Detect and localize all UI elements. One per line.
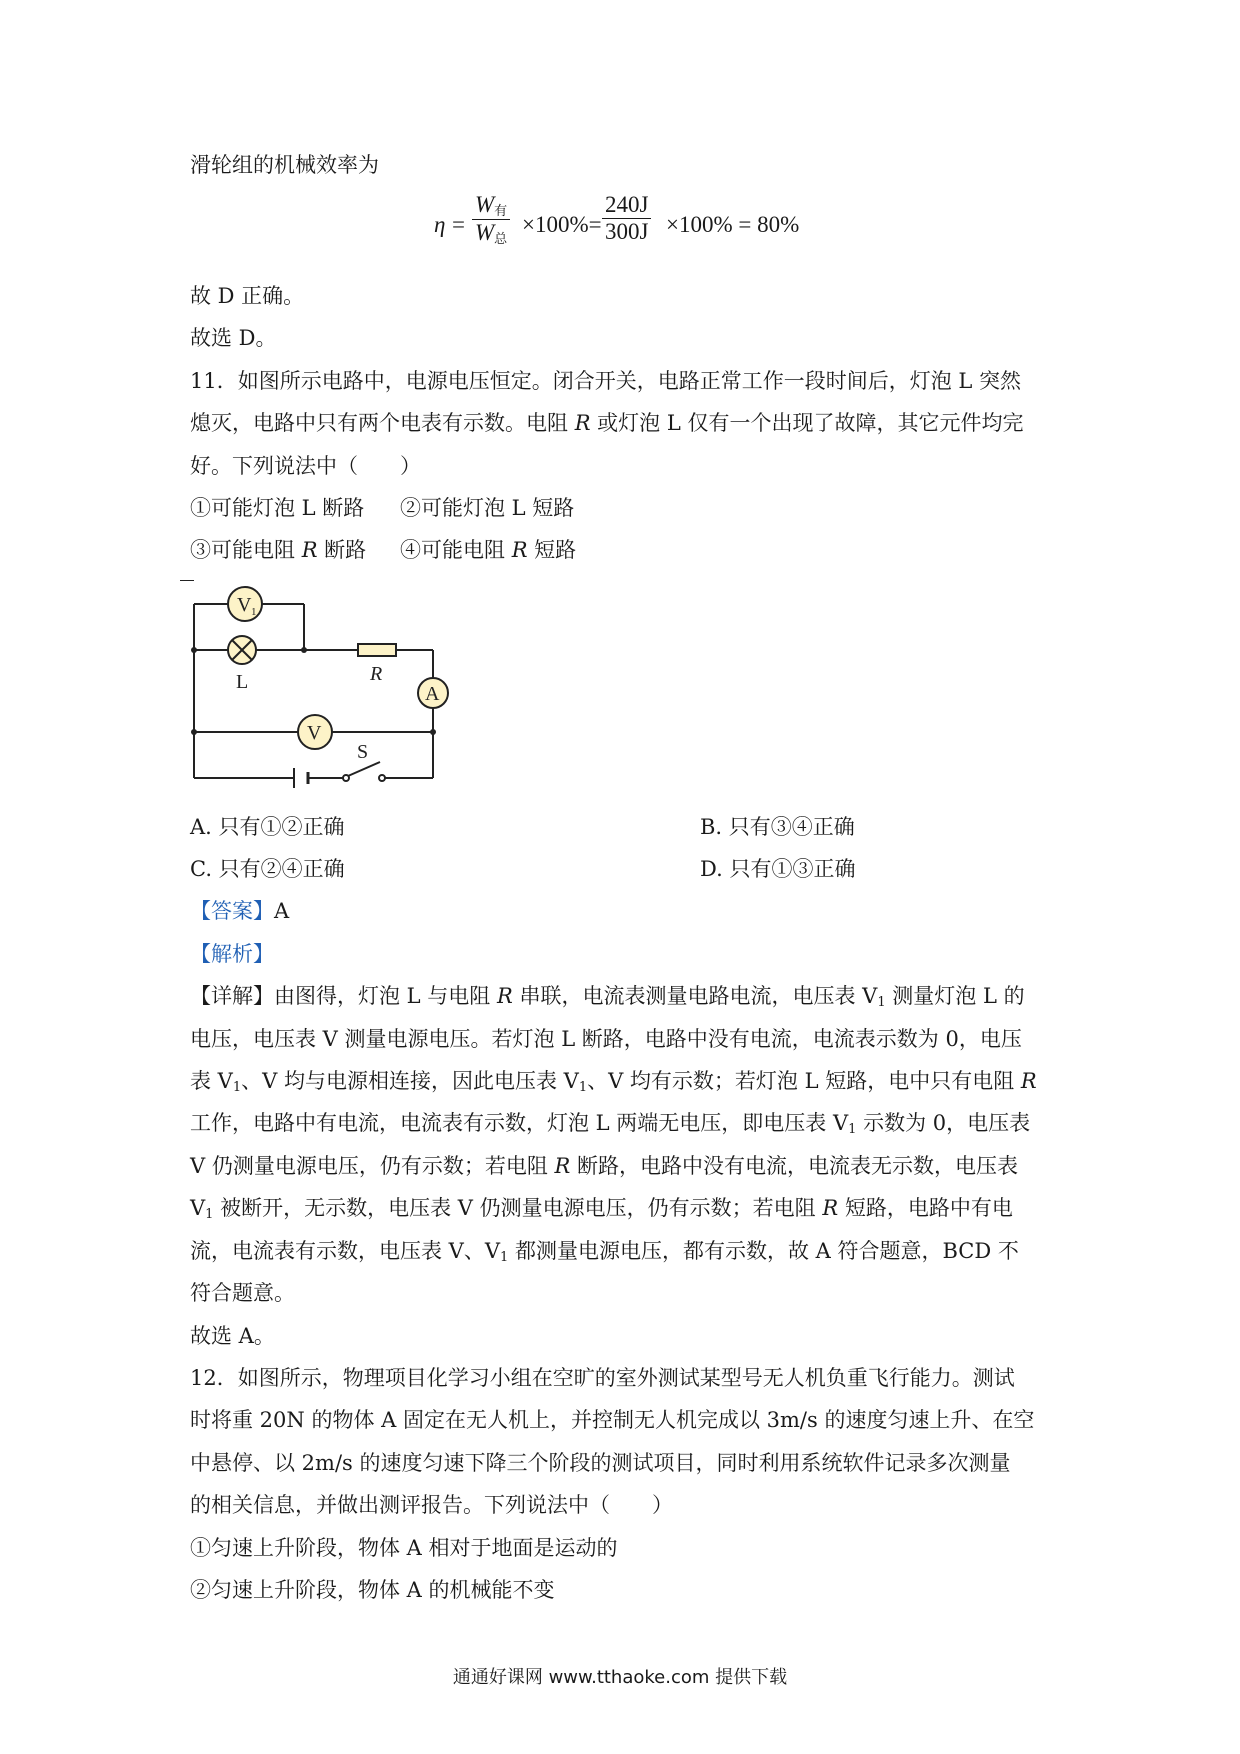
detail-line2: 电压，电压表 V 测量电源电压。若灯泡 L 断路，电路中没有电流，电流表示数为 0，电压 xyxy=(190,1027,1022,1051)
option-c: C. 只有②④正确 xyxy=(190,857,345,881)
switch-icon xyxy=(343,741,385,781)
svg-text:1: 1 xyxy=(251,606,257,618)
q12-statement-1: ①匀速上升阶段，物体 A 相对于地面是运动的 xyxy=(190,1536,618,1560)
choose-a: 故选 A。 xyxy=(190,1324,275,1348)
svg-text:V: V xyxy=(237,594,252,616)
choose-d: 故选 D。 xyxy=(190,326,277,350)
svg-text:L: L xyxy=(236,671,249,693)
svg-text:R: R xyxy=(370,663,383,685)
q11-stem-line1: 11．如图所示电路中，电源电压恒定。闭合开关，电路正常工作一段时间后，灯泡 L 突然 xyxy=(190,369,1022,393)
option-b: B. 只有③④正确 xyxy=(700,815,855,839)
detail-line1: 【详解】由图得，灯泡 L 与电阻 R 串联，电流表测量电路电流，电压表 $V_1$ 测量灯泡 L 的 xyxy=(190,984,1025,1010)
q11-statement-3: ③可能电阻 R 断路 xyxy=(190,538,367,562)
detail-line5: V 仍测量电源电压，仍有示数；若电阻 R 断路，电路中没有电流，电流表无示数，电压表 xyxy=(190,1154,1019,1178)
svg-text:A: A xyxy=(425,683,440,705)
voltmeter-v-icon xyxy=(298,715,332,749)
q12-line4: 的相关信息，并做出测评报告。下列说法中（ ） xyxy=(190,1493,673,1517)
detail-tag: 【详解】 xyxy=(190,984,274,1008)
efficiency-formula: η = $W_有$ $W_总$ ×100%= $\frac{240J}{300J}$ ×100% = 80% xyxy=(434,192,800,246)
detail-line8: 符合题意。 xyxy=(190,1281,295,1305)
q11-statement-4: ④可能电阻 R 短路 xyxy=(400,538,577,562)
fraction-w: $W_有$ $W_总$ xyxy=(472,192,510,247)
circuit-diagram xyxy=(180,580,460,790)
battery-icon xyxy=(294,768,308,788)
intro-text: 滑轮组的机械效率为 xyxy=(190,153,379,177)
q11-stem-line3: 好。下列说法中（ ） xyxy=(190,454,421,478)
resistor-icon xyxy=(358,644,396,685)
q12-statement-2: ②匀速上升阶段，物体 A 的机械能不变 xyxy=(190,1578,555,1602)
option-d: D. 只有①③正确 xyxy=(700,857,856,881)
ammeter-icon xyxy=(418,678,448,708)
analysis-line xyxy=(190,939,274,969)
option-a: A. 只有①②正确 xyxy=(190,815,345,839)
q11-statement-1: ①可能灯泡 L 断路 xyxy=(190,496,365,520)
svg-text:S: S xyxy=(357,741,369,763)
q12-line1: 12．如图所示，物理项目化学习小组在空旷的室外测试某型号无人机负重飞行能力。测试 xyxy=(190,1366,1015,1390)
circuit-wires xyxy=(194,604,433,778)
detail-line7: 流，电流表有示数，电压表 V、$V_1$ 都测量电源电压，都有示数，故 A 符合题意，BCD 不 xyxy=(190,1239,1019,1265)
q11-stem-line2: 熄灭，电路中只有两个电表有示数。电阻 R 或灯泡 L 仅有一个出现了故障，其它元件均完 xyxy=(190,411,1024,435)
fraction-values: $\frac{240J}{300J}$ xyxy=(602,192,651,245)
detail-line3: 表 $V_1$、V 均与电源相连接，因此电压表 $V_1$、V 均有示数；若灯泡 L 短路，电中只有电阻 R xyxy=(190,1069,1037,1095)
q12-line2: 时将重 20N 的物体 A 固定在无人机上，并控制无人机完成以 3m/s 的速度匀速上升、在空 xyxy=(190,1408,1035,1432)
eta-symbol: η xyxy=(434,212,446,237)
answer-value: A xyxy=(274,899,290,923)
svg-text:V: V xyxy=(307,722,322,744)
voltmeter-v1-icon xyxy=(228,587,262,621)
detail-line6: $V_1$ 被断开，无示数，电压表 V 仍测量电源电压，仍有示数；若电阻 R 短路，电路中有电 xyxy=(190,1196,1013,1222)
footer-watermark: 通通好课网 www.tthaoke.com 提供下载 xyxy=(452,1667,788,1688)
conclusion-d: 故 D 正确。 xyxy=(190,284,305,308)
answer-line xyxy=(190,896,289,926)
lamp-icon xyxy=(228,636,256,693)
answer-tag: 【答案】 xyxy=(190,899,274,923)
detail-line4: 工作，电路中有电流，电流表有示数，灯泡 L 两端无电压，即电压表 $V_1$ 示数为 0，电压表 xyxy=(190,1111,1031,1137)
q12-line3: 中悬停、以 2m/s 的速度匀速下降三个阶段的测试项目，同时利用系统软件记录多次测量 xyxy=(190,1451,1011,1475)
analysis-tag: 【解析】 xyxy=(190,942,274,966)
q11-statement-2: ②可能灯泡 L 短路 xyxy=(400,496,575,520)
